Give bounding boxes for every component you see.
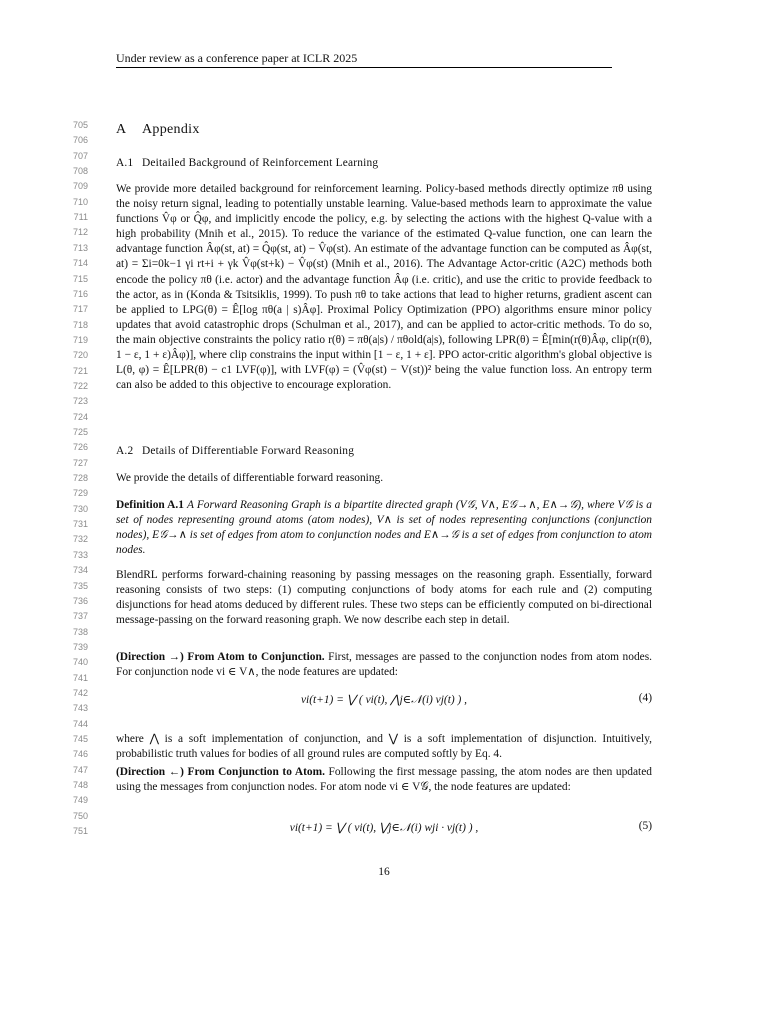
equation-5-body: vi(t+1) = ⋁ ( vi(t), ⋁j∈𝒩(i) wji · vj(t) ) , [289,822,479,834]
definition-text: A Forward Reasoning Graph is a bipartite directed graph (V𝒢, V∧, E𝒢→∧, E∧→𝒢), where V𝒢 is a set of nodes representing ground atoms (atom nodes), V∧ is set of nodes representing conjunctions (conjunction nodes), E𝒢→∧ is set of edges from atom to conjunction nodes and E∧→𝒢 is a set of edges from conjunction to atom nodes. [116,499,652,557]
equation-4-tag: (4) [638,692,652,704]
line-number: 726 [72,442,88,453]
direction-backward-text: Following the first message passing, the atom nodes are then updated using the messages from conjunction nodes. For atom node vi ∈ V𝒢, the node features are updated: [116,766,652,794]
line-number: 727 [72,457,88,468]
subsection-heading-a1 [116,156,652,171]
running-header: Under review as a conference paper at ICLR 2025 [116,51,358,65]
line-number: 718 [72,319,88,330]
line-number: 739 [72,641,88,652]
line-number: 712 [72,227,88,238]
line-number: 723 [72,396,88,407]
section-title: Appendix [142,122,200,137]
line-number: 738 [72,626,88,637]
line-number: 711 [73,212,88,223]
line-number: 746 [72,749,88,760]
paragraph-direction-forward [116,650,652,680]
line-number: 708 [72,166,88,177]
paragraph-direction-backward [116,765,652,795]
line-number: 720 [72,350,88,361]
paragraph-soft-logic: where ⋀ is a soft implementation of conjunction, and ⋁ is a soft implementation of disjunction. Intuitively, probabilistic truth values for bodies of all ground rules are computed softly by Eq. 4. [116,733,652,761]
line-number: 735 [72,580,88,591]
line-number: 715 [72,273,88,284]
line-number: 741 [72,672,88,683]
line-number: 745 [72,734,88,744]
page-number: 16 [378,866,390,878]
line-number: 713 [72,242,88,253]
line-number: 707 [72,150,88,161]
section-heading [116,122,652,137]
line-number: 748 [72,780,88,791]
subsection-number: A.1 [116,157,134,169]
line-number: 706 [72,135,88,146]
line-number: 750 [72,810,88,821]
line-number: 732 [72,534,88,545]
line-number: 710 [72,196,88,207]
line-number: 709 [72,181,88,192]
equation-4 [116,692,652,716]
subsection-title: Deitailed Background of Reinforcement Learning [142,157,379,169]
equation-5 [116,820,652,844]
line-number: 724 [72,411,88,422]
line-number: 730 [72,503,88,514]
direction-forward-text: First, messages are passed to the conjunction nodes from atom nodes. For conjunction node vi ∈ V∧, the node features are updated: [116,651,652,679]
subsection-title: Details of Differentiable Forward Reasoning [142,445,355,457]
line-number: 721 [72,365,88,376]
line-number: 729 [72,488,88,499]
line-number: 743 [72,703,88,714]
paragraph-intro: We provide the details of differentiable forward reasoning. [116,472,384,484]
subsection-heading-a2 [116,444,652,459]
line-number: 740 [72,657,88,668]
line-number: 744 [72,718,88,729]
line-number: 733 [72,549,88,560]
line-number: 725 [72,427,88,437]
line-number: 736 [72,595,88,606]
line-number: 705 [72,120,88,130]
line-number: 737 [72,611,88,622]
line-number: 734 [72,565,88,576]
line-number: 717 [72,304,88,315]
paragraph-rl-background: We provide more detailed background for reinforcement learning. Policy-based methods directly optimize πθ using the noisy return signal, leading to potentially unstable learning. Value-based methods learn to approximate the value functions V̂φ or Q̂φ, and implicitly encode the policy, e.g. by selecting the actions with the highest Q-value with a high probability (Mnih et al., 2015). To reduce the variance of the estimated Q-value function, one can learn the advantage function Âφ(st, at) = Q̂φ(st, at) − V̂φ(st). An estimate of the advantage function can be computed as Âφ(st, at) = Σi=0k−1 γi rt+i + γk V̂φ(st+k) − V̂φ(st) (Mnih et al., 2016). The Advantage Actor-critic (A2C) methods both encode the policy πθ (i.e. actor) and the advantage function Âφ (i.e. critic), and use the critic to provide feedback to the actor, as in (Konda & Tsitsiklis, 1999). To push πθ to take actions that lead to higher returns, gradient ascent can be applied to LPG(θ) = Ê[log πθ(a | s)Âφ]. Proximal Policy Optimization (PPO) algorithms ensure minor policy updates that avoid catastrophic drops (Schulman et al., 2017), and can be applied to actor-critic methods. To do so, the main objective constraints the policy ratio r(θ) = πθ(a|s) / πθold(a|s), following LPR(θ) = Ê[min(r(θ)Âφ, clip(r(θ), 1 − ε, 1 + ε)Âφ)], where clip constrains the input within [1 − ε, 1 + ε]. PPO actor-critic algorithm's global objective is L(θ, φ) = Ê[LPR(θ) − c1 LVF(φ)], with LVF(φ) = (V̂φ(st) − V(st))² being the value function loss. An entropy term can also be added to this objective to encourage exploration. [116,183,652,392]
line-number: 716 [72,288,88,299]
definition-block [116,498,652,558]
subsection-number: A.2 [116,445,134,457]
line-number: 731 [72,519,88,530]
line-number: 751 [72,826,88,837]
line-number: 719 [72,334,88,345]
equation-4-body: vi(t+1) = ⋁ ( vi(t), ⋀j∈𝒩(i) vj(t) ) , [301,694,467,706]
header-rule [116,67,612,68]
section-number: A [116,122,127,137]
equation-5-tag: (5) [638,820,652,832]
line-number: 747 [72,764,88,775]
line-number: 749 [72,795,88,806]
line-number: 728 [72,473,88,484]
line-number: 722 [72,380,88,391]
paragraph-blendrl: BlendRL performs forward-chaining reasoning by passing messages on the reasoning graph. Essentially, forward reasoning consists of two steps: (1) computing conjunctions of body atoms for each rule and (2) computing disjunctions for head atoms deduced by different rules. These two steps can be efficiently computed on bi-directional message-passing on the forward reasoning graph. We now describe each step in detail. [116,569,652,627]
line-number: 742 [72,687,88,698]
direction-backward-label: (Direction ←) From Conjunction to Atom. [116,766,325,778]
definition-label: Definition A.1 [116,499,184,511]
line-number: 714 [72,258,88,269]
direction-forward-label: (Direction →) From Atom to Conjunction. [116,651,325,663]
